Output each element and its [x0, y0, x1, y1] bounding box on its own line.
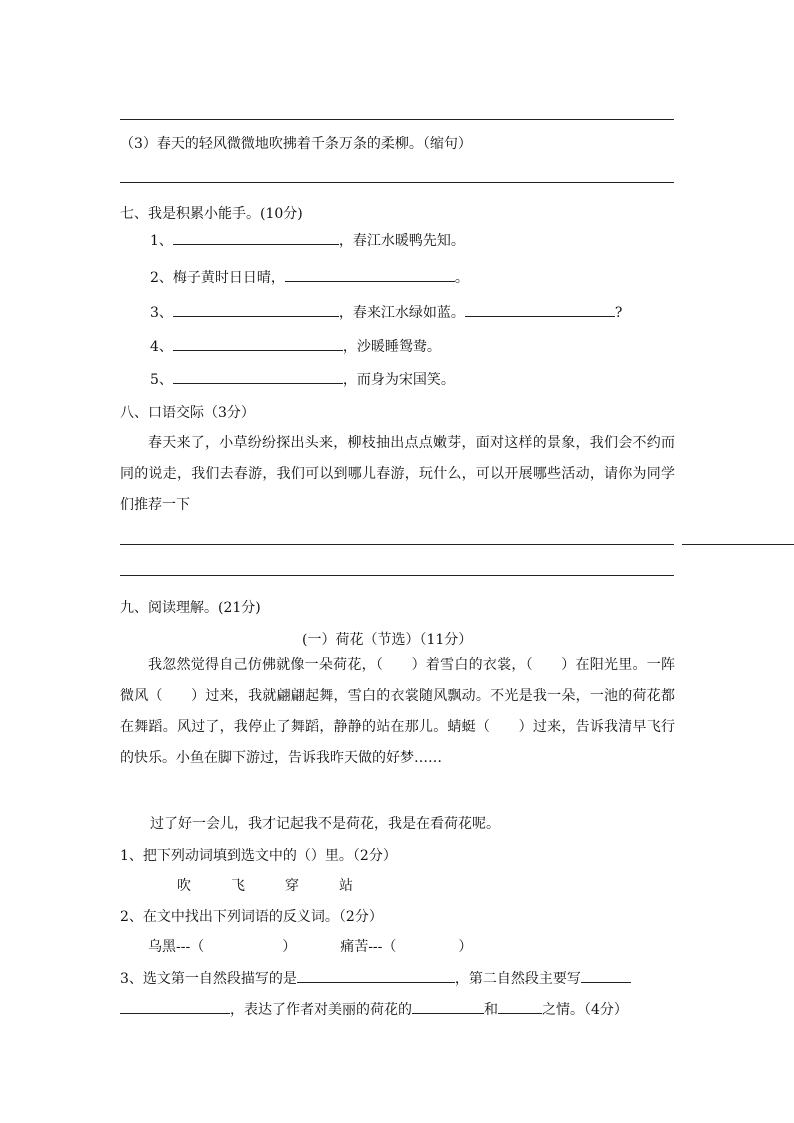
section-8-title: 八、口语交际（3分）	[120, 405, 255, 421]
answer-line[interactable]	[682, 544, 794, 545]
question-1: 1、把下列动词填到选文中的（）里。（2分）	[120, 848, 397, 864]
section-8-body: 春天来了，小草纷纷探出头来，柳枝抽出点点嫩芽，面对这样的景象，我们会不约而同的说走，我们去春游，我们可以到哪儿春游，玩什么，可以开展哪些活动，请你为同学们推荐一下	[120, 435, 675, 513]
passage-paragraph-1: 我忽然觉得自己仿佛就像一朵荷花，（ ）着雪白的衣裳，（ ）在阳光里。一阵微风（ ）过来，我就翩翩起舞，雪白的衣裳随风飘动。不光是我一朵，一池的荷花都在舞蹈。风过了，我停止了舞蹈，静静的站在那儿。蜻蜓（ ）过来，告诉我清早飞行的快乐。小鱼在脚下游过，告诉我昨天做的好梦……	[120, 657, 675, 766]
verb-word: 穿	[285, 878, 299, 894]
fill-blank[interactable]	[173, 302, 339, 317]
poem-item-5: 5、 ，而身为宋国笑。	[150, 369, 455, 389]
poem-item-2: 2、梅子黄时日日晴， 。	[150, 267, 469, 287]
passage-paragraph-2: 过了好一会儿，我才记起我不是荷花，我是在看荷花呢。	[150, 816, 500, 832]
fill-blank[interactable]	[173, 230, 339, 245]
verb-list	[177, 875, 353, 895]
section-7-title: 七、我是积累小能手。(10分)	[120, 206, 303, 222]
antonym-row: 乌黑---（ ） 痛苦---（ ）	[148, 939, 473, 955]
verb-word: 飞	[231, 878, 245, 894]
fill-blank[interactable]	[173, 336, 343, 351]
question-3-text: （3）春天的轻风微微地吹拂着千条万条的柔柳。（缩句）	[120, 136, 472, 152]
answer-line[interactable]	[120, 119, 674, 120]
fill-blank[interactable]	[498, 999, 542, 1014]
question-3-line-2: ，表达了作者对美丽的荷花的 和 之情。（4分）	[120, 999, 628, 1019]
poem-item-3: 3、 ，春来江水绿如蓝。 ?	[150, 302, 622, 322]
fill-blank[interactable]	[465, 302, 615, 317]
passage-title: (一）荷花（节选）（11分）	[302, 632, 473, 648]
antonym-prompt-1: 乌黑---（	[148, 939, 205, 955]
fill-blank[interactable]	[581, 968, 631, 983]
answer-line[interactable]	[120, 575, 674, 576]
section-9-title: 九、阅读理解。(21分)	[120, 600, 261, 616]
answer-line[interactable]	[120, 182, 674, 183]
fill-blank[interactable]	[412, 999, 484, 1014]
fill-blank[interactable]	[285, 267, 455, 282]
question-2: 2、在文中找出下列词语的反义词。（2分）	[120, 909, 383, 925]
poem-item-1: 1、 ，春江水暖鸭先知。	[150, 230, 465, 250]
fill-blank[interactable]	[297, 968, 455, 983]
question-3-line-1: 3、选文第一自然段描写的是 ，第二自然段主要写	[120, 968, 631, 988]
verb-word: 吹	[177, 878, 191, 894]
answer-line[interactable]	[120, 544, 674, 545]
verb-word: 站	[339, 878, 353, 894]
fill-blank[interactable]	[120, 999, 230, 1014]
antonym-prompt-2: 痛苦---（	[340, 939, 397, 955]
fill-blank[interactable]	[173, 369, 343, 384]
poem-item-4: 4、 ，沙暖睡鸳鸯。	[150, 336, 441, 356]
